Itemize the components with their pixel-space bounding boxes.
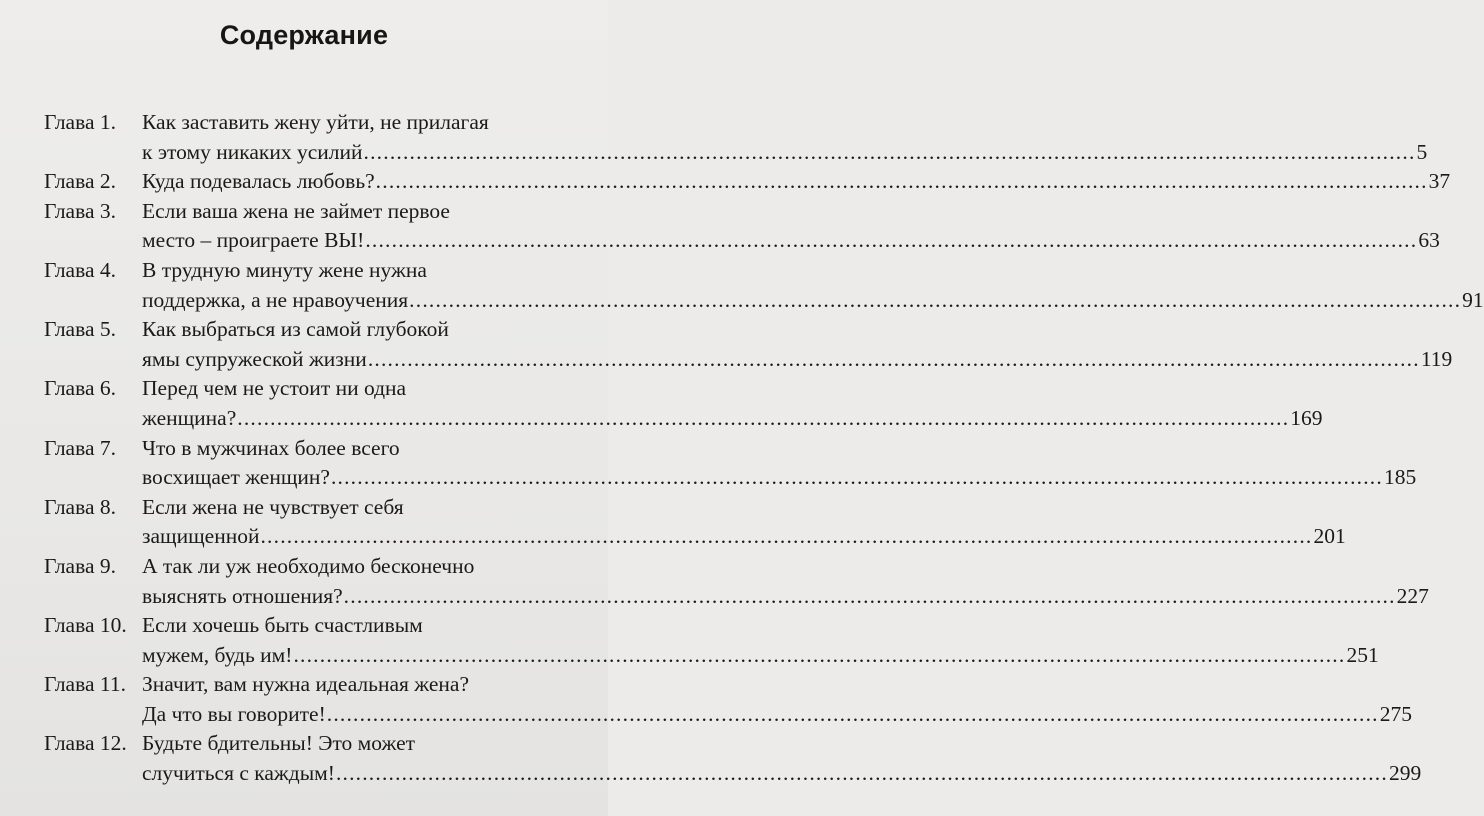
chapter-title-last-line xyxy=(142,582,1429,612)
chapter-title-text: мужем, будь им! xyxy=(142,642,293,667)
chapter-title-last-line xyxy=(142,167,1451,197)
chapter-title-text: Перед чем не устоит ни одна xyxy=(142,376,407,401)
dot-leader: ................................................................................................................................................................ xyxy=(326,701,1379,726)
page-number: 169 xyxy=(1290,405,1323,430)
page-number: 63 xyxy=(1418,228,1440,253)
toc-line xyxy=(0,374,608,404)
page-number: 185 xyxy=(1383,465,1417,490)
chapter-title-text: защищенной xyxy=(142,524,260,549)
chapter-number: Глава 9. xyxy=(44,553,116,578)
dot-leader: ................................................................................................................................................................ xyxy=(335,761,1388,786)
page-number: 251 xyxy=(1346,642,1379,667)
chapter-title-last-line xyxy=(142,700,1412,730)
chapter-number: Глава 6. xyxy=(44,376,116,401)
toc-line xyxy=(0,611,608,641)
toc-line xyxy=(0,434,608,464)
chapter-title-text: Если хочешь быть счастливым xyxy=(142,613,423,638)
page-number: 299 xyxy=(1388,761,1422,786)
toc-line xyxy=(0,286,1484,316)
toc-entry xyxy=(0,315,1453,374)
toc-entry xyxy=(0,108,1428,167)
toc-line xyxy=(0,167,1451,197)
dot-leader: ................................................................................................................................................................ xyxy=(365,228,1418,253)
chapter-title-text: Если жена не чувствует себя xyxy=(142,494,404,519)
page-number: 227 xyxy=(1396,583,1429,608)
toc-entry xyxy=(0,670,1412,729)
chapter-title-text: Куда подевалась любовь? xyxy=(142,169,375,194)
page-number: 91 xyxy=(1462,287,1484,312)
chapter-title-last-line xyxy=(142,286,1484,316)
toc-line xyxy=(0,256,608,286)
toc-line xyxy=(0,138,1428,168)
chapter-title-text: восхищает женщин? xyxy=(142,465,330,490)
toc-entry xyxy=(0,611,1379,670)
toc-line xyxy=(0,759,1422,789)
toc-entry xyxy=(0,374,1323,433)
chapter-title-text: женщина? xyxy=(142,405,237,430)
dot-leader: ................................................................................................................................................................ xyxy=(375,169,1428,194)
chapter-title-text: В трудную минуту жене нужна xyxy=(142,257,427,282)
chapter-title-text: Если ваша жена не займет первое xyxy=(142,198,450,223)
table-of-contents xyxy=(0,108,1484,789)
chapter-title-text: случиться с каждым! xyxy=(142,761,335,786)
chapter-title-text: Что в мужчинах более всего xyxy=(142,435,400,460)
chapter-title-text: ямы супружеской жизни xyxy=(142,346,367,371)
chapter-title-text: выяснять отношения? xyxy=(142,583,343,608)
toc-entry xyxy=(0,493,1346,552)
dot-leader: ................................................................................................................................................................ xyxy=(363,139,1416,164)
chapter-title-text: поддержка, а не нравоучения xyxy=(142,287,409,312)
chapter-number: Глава 8. xyxy=(44,494,116,519)
chapter-title-text: Да что вы говорите! xyxy=(142,701,326,726)
chapter-number: Глава 5. xyxy=(44,317,116,342)
chapter-title-text: к этому никаких усилий xyxy=(142,139,363,164)
chapter-title-text: место – проиграете ВЫ! xyxy=(142,228,365,253)
page-number: 37 xyxy=(1428,169,1451,194)
toc-entry xyxy=(0,197,1440,256)
chapter-title-last-line xyxy=(142,404,1323,434)
chapter-number: Глава 4. xyxy=(44,257,116,282)
toc-line xyxy=(0,108,608,138)
toc-entry xyxy=(0,552,1429,611)
toc-line xyxy=(0,345,1453,375)
toc-line xyxy=(0,582,1429,612)
toc-line xyxy=(0,522,1346,552)
chapter-title-last-line xyxy=(142,463,1417,493)
toc-entry xyxy=(0,729,1422,788)
chapter-number: Глава 10. xyxy=(44,613,127,638)
chapter-title-last-line xyxy=(142,345,1453,375)
chapter-title-text: Как выбраться из самой глубокой xyxy=(142,317,449,342)
toc-entry xyxy=(0,256,1484,315)
toc-line xyxy=(0,315,608,345)
chapter-number: Глава 12. xyxy=(44,731,127,756)
toc-line xyxy=(0,226,1440,256)
toc-line xyxy=(0,463,1417,493)
chapter-number: Глава 1. xyxy=(44,110,116,134)
page-number: 119 xyxy=(1420,346,1453,371)
chapter-title-text: Как заставить жену уйти, не прилагая xyxy=(142,110,489,134)
toc-line xyxy=(0,670,608,700)
dot-leader: ................................................................................................................................................................ xyxy=(367,346,1420,371)
page-number: 201 xyxy=(1313,524,1346,549)
toc-line xyxy=(0,493,608,523)
dot-leader: ................................................................................................................................................................ xyxy=(409,287,1462,312)
chapter-title-last-line xyxy=(142,759,1422,789)
dot-leader: ................................................................................................................................................................ xyxy=(237,405,1290,430)
page-title: Содержание xyxy=(219,20,389,50)
page-number: 275 xyxy=(1379,701,1412,726)
dot-leader: ................................................................................................................................................................ xyxy=(260,524,1313,549)
chapter-title-text: А так ли уж необходимо бесконечно xyxy=(142,553,475,578)
dot-leader: ................................................................................................................................................................ xyxy=(330,465,1383,490)
chapter-number: Глава 3. xyxy=(44,198,116,223)
chapter-title-last-line xyxy=(142,522,1346,552)
chapter-title-text: Значит, вам нужна идеальная жена? xyxy=(142,672,469,697)
toc-line xyxy=(0,404,1323,434)
chapter-title-last-line xyxy=(142,226,1440,256)
chapter-title-last-line xyxy=(142,641,1379,671)
toc-line xyxy=(0,197,608,227)
page-number: 5 xyxy=(1416,139,1428,164)
dot-leader: ................................................................................................................................................................ xyxy=(293,642,1346,667)
toc-entry xyxy=(0,434,1417,493)
chapter-title-text: Будьте бдительны! Это может xyxy=(142,731,416,756)
dot-leader: ................................................................................................................................................................ xyxy=(343,583,1396,608)
chapter-title-last-line xyxy=(142,138,1428,168)
chapter-number: Глава 7. xyxy=(44,435,116,460)
toc-line xyxy=(0,729,608,759)
toc-entry xyxy=(0,167,1451,197)
chapter-number: Глава 11. xyxy=(44,672,126,697)
toc-line xyxy=(0,641,1379,671)
toc-line xyxy=(0,552,608,582)
chapter-number: Глава 2. xyxy=(44,169,116,194)
toc-line xyxy=(0,700,1412,730)
